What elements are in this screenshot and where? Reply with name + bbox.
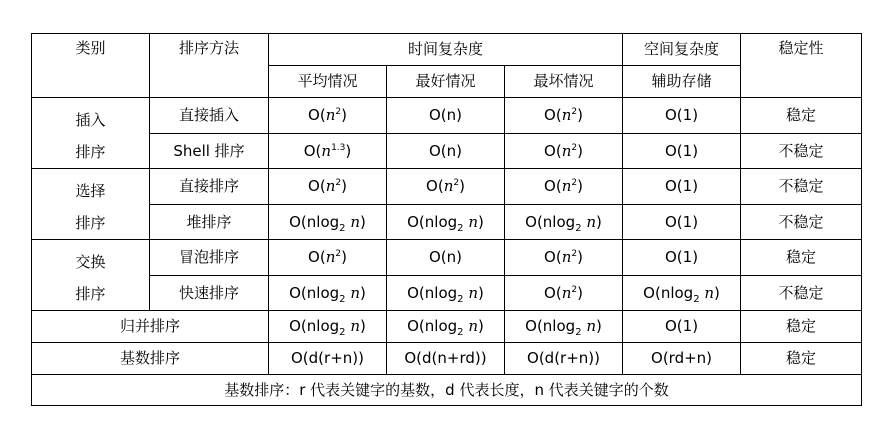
header-space-complexity: 空间复杂度	[623, 34, 741, 66]
cell-best: O(n)	[387, 240, 505, 276]
cell-stability: 不稳定	[741, 275, 862, 311]
cell-best	[387, 311, 505, 343]
formula-prefix: O(nlog	[407, 317, 458, 336]
cell-worst	[505, 169, 623, 205]
category-line-2: 排序	[75, 143, 106, 161]
cell-worst	[505, 98, 623, 134]
formula-prefix: O(	[544, 177, 562, 195]
formula-variable: n	[561, 141, 572, 160]
category-line-1: 交换	[75, 253, 106, 271]
cell-best: O(n)	[387, 98, 505, 134]
header-time-complexity: 时间复杂度	[269, 34, 623, 66]
formula-exponent: 2	[335, 107, 342, 117]
cell-worst	[505, 240, 623, 276]
table-row	[32, 275, 862, 311]
formula-subscript: 2	[339, 327, 346, 339]
cell-stability: 不稳定	[741, 133, 862, 169]
cell-worst	[505, 275, 623, 311]
formula-suffix: )	[714, 283, 720, 302]
formula-variable: n	[325, 106, 336, 124]
formula-prefix: O(nlog	[525, 212, 576, 231]
cell-avg	[269, 133, 387, 169]
cell-avg	[269, 311, 387, 343]
formula-suffix: )	[596, 212, 602, 231]
formula-exponent: 2	[571, 249, 578, 259]
formula-suffix: )	[478, 212, 484, 231]
formula-variable: n	[350, 317, 360, 336]
formula-variable: n	[443, 177, 454, 195]
formula-prefix: O(	[303, 141, 322, 160]
cell-avg	[269, 240, 387, 276]
cell-stability: 稳定	[741, 311, 862, 343]
formula-exponent: 2	[571, 142, 578, 153]
header-row-1	[32, 34, 862, 66]
category-line-1: 插入	[75, 111, 106, 129]
formula-suffix: )	[577, 106, 583, 124]
formula-suffix: )	[478, 283, 484, 302]
cell-best	[387, 275, 505, 311]
cell-method: 直接插入	[150, 98, 269, 134]
formula-suffix: )	[459, 177, 465, 195]
table-row	[32, 240, 862, 276]
formula-subscript: 2	[575, 222, 582, 234]
formula-exponent: 2	[335, 249, 342, 259]
formula-exponent: 2	[453, 178, 460, 188]
formula-variable: n	[350, 283, 360, 302]
cell-category	[32, 240, 150, 311]
formula-suffix: )	[577, 141, 583, 160]
header-stability: 稳定性	[741, 34, 862, 98]
formula-variable: n	[561, 177, 572, 195]
cell-stability: 稳定	[741, 343, 862, 375]
cell-worst: O(d(r+n))	[505, 343, 623, 375]
formula-variable: n	[468, 317, 478, 336]
formula-prefix: O(	[544, 248, 562, 266]
table-row	[32, 98, 862, 134]
header-best: 最好情况	[387, 66, 505, 98]
cell-method: 冒泡排序	[150, 240, 269, 276]
formula-variable: n	[586, 212, 597, 231]
cell-aux: O(1)	[623, 204, 741, 240]
formula-prefix: O(nlog	[407, 283, 458, 302]
formula-suffix: )	[345, 141, 352, 160]
cell-method: Shell 排序	[150, 133, 269, 169]
formula-variable: n	[325, 248, 336, 266]
cell-aux: O(1)	[623, 240, 741, 276]
formula-prefix: O(nlog	[289, 317, 340, 336]
formula-prefix: O(	[544, 106, 562, 124]
formula-suffix: )	[577, 248, 583, 266]
formula-suffix: )	[341, 106, 347, 124]
formula-subscript: 2	[339, 222, 346, 234]
formula-suffix: )	[360, 212, 366, 231]
formula-prefix: O(	[426, 177, 444, 195]
header-category: 类别	[32, 34, 150, 98]
header-method: 排序方法	[150, 34, 269, 98]
cell-avg	[269, 275, 387, 311]
cell-best: O(d(n+rd))	[387, 343, 505, 375]
cell-aux: O(1)	[623, 169, 741, 205]
formula-variable: n	[321, 141, 332, 160]
cell-method: 归并排序	[32, 311, 269, 343]
table-row	[32, 204, 862, 240]
formula-prefix: O(nlog	[643, 283, 694, 302]
cell-aux: O(1)	[623, 133, 741, 169]
formula-variable: n	[468, 212, 478, 231]
cell-category	[32, 98, 150, 169]
cell-method: 基数排序	[32, 343, 269, 375]
footnote-row	[32, 375, 862, 406]
formula-suffix: )	[596, 317, 602, 336]
formula-variable: n	[704, 283, 715, 302]
complexity-table-wrapper	[31, 33, 862, 406]
formula-suffix: )	[341, 248, 347, 266]
cell-stability: 不稳定	[741, 204, 862, 240]
formula-subscript: 2	[339, 293, 346, 305]
formula-prefix: O(	[308, 248, 326, 266]
cell-stability: 稳定	[741, 240, 862, 276]
table-row	[32, 169, 862, 205]
cell-stability: 不稳定	[741, 169, 862, 205]
formula-variable: n	[350, 212, 360, 231]
formula-exponent: 2	[571, 107, 578, 117]
formula-subscript: 2	[575, 327, 582, 339]
cell-method: 快速排序	[150, 275, 269, 311]
formula-suffix: )	[577, 283, 583, 302]
formula-suffix: )	[341, 177, 347, 195]
formula-suffix: )	[360, 283, 366, 302]
formula-suffix: )	[360, 317, 366, 336]
formula-variable: n	[325, 177, 336, 195]
table-body	[32, 98, 862, 406]
cell-aux: O(1)	[623, 311, 741, 343]
formula-exponent: 2	[335, 178, 342, 188]
formula-exponent: 2	[571, 178, 578, 188]
cell-avg	[269, 204, 387, 240]
sorting-complexity-table	[31, 33, 862, 406]
formula-prefix: O(	[308, 177, 326, 195]
cell-aux: O(1)	[623, 98, 741, 134]
header-aux: 辅助存储	[623, 66, 741, 98]
formula-prefix: O(nlog	[289, 212, 340, 231]
formula-variable: n	[561, 106, 572, 124]
cell-method: 直接排序	[150, 169, 269, 205]
formula-prefix: O(	[544, 141, 562, 160]
cell-aux	[623, 275, 741, 311]
cell-best	[387, 204, 505, 240]
formula-suffix: )	[478, 317, 484, 336]
formula-subscript: 2	[693, 293, 700, 305]
formula-subscript: 2	[457, 293, 464, 305]
cell-avg: O(d(r+n))	[269, 343, 387, 375]
formula-variable: n	[561, 248, 572, 266]
formula-subscript: 2	[457, 327, 464, 339]
cell-avg	[269, 98, 387, 134]
formula-prefix: O(nlog	[407, 212, 458, 231]
cell-aux: O(rd+n)	[623, 343, 741, 375]
formula-prefix: O(	[544, 283, 562, 302]
cell-best	[387, 169, 505, 205]
cell-worst	[505, 133, 623, 169]
category-line-2: 排序	[75, 285, 106, 303]
header-worst: 最坏情况	[505, 66, 623, 98]
cell-category	[32, 169, 150, 240]
formula-subscript: 2	[457, 222, 464, 234]
cell-avg	[269, 169, 387, 205]
formula-exponent: 2	[571, 284, 578, 295]
footnote-text: 基数排序：r 代表关键字的基数，d 代表长度，n 代表关键字的个数	[32, 375, 862, 406]
cell-worst	[505, 311, 623, 343]
cell-stability: 稳定	[741, 98, 862, 134]
header-avg: 平均情况	[269, 66, 387, 98]
merge-sort-row	[32, 311, 862, 343]
formula-variable: n	[586, 317, 597, 336]
cell-best: O(n)	[387, 133, 505, 169]
radix-sort-row	[32, 343, 862, 375]
formula-suffix: )	[577, 177, 583, 195]
formula-exponent: 1.3	[331, 142, 346, 153]
formula-prefix: O(	[308, 106, 326, 124]
cell-worst	[505, 204, 623, 240]
formula-variable: n	[468, 283, 478, 302]
cell-method: 堆排序	[150, 204, 269, 240]
formula-prefix: O(nlog	[525, 317, 576, 336]
table-row	[32, 133, 862, 169]
category-line-2: 排序	[75, 214, 106, 232]
formula-variable: n	[561, 283, 572, 302]
formula-prefix: O(nlog	[289, 283, 340, 302]
category-line-1: 选择	[75, 182, 106, 200]
